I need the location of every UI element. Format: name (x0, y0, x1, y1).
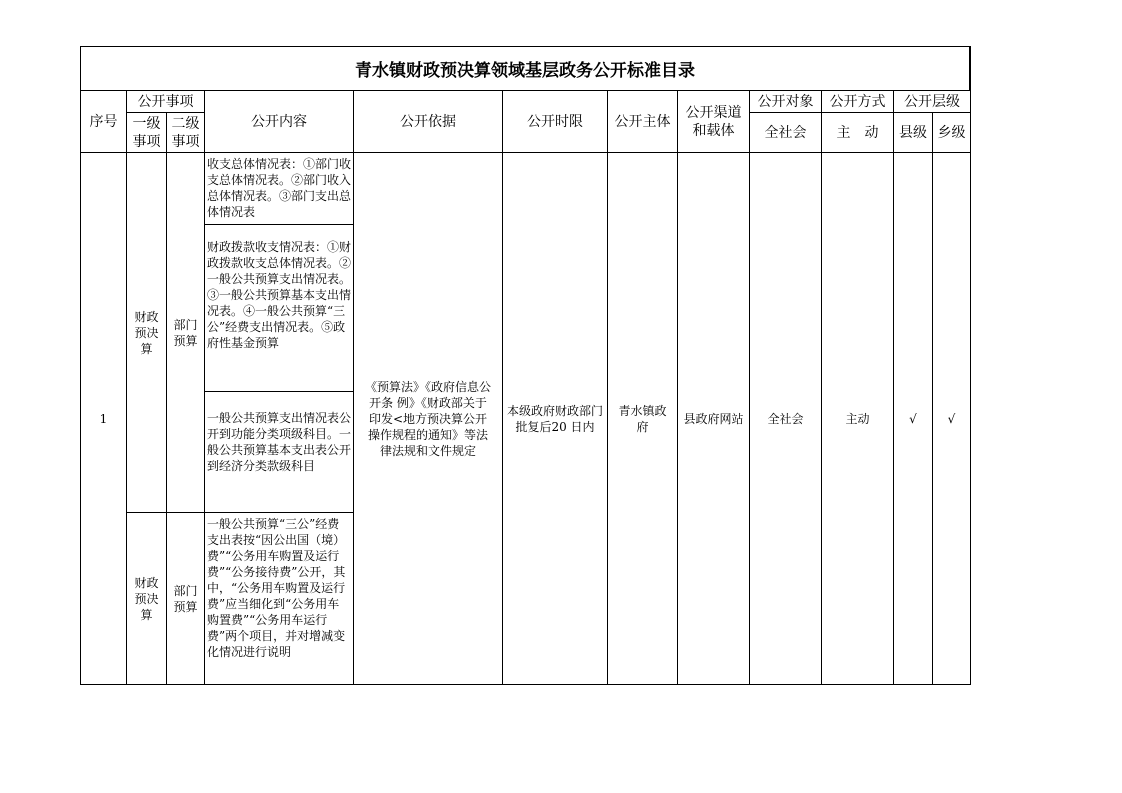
header-item-l2: 二级事项 (167, 113, 205, 153)
header-target: 公开对象 (750, 91, 822, 113)
header-mode-sub: 主 动 (822, 113, 894, 153)
header-content: 公开内容 (205, 91, 354, 153)
group1-level2: 部门预算 (167, 153, 205, 513)
header-basis: 公开依据 (354, 91, 503, 153)
header-mode: 公开方式 (822, 91, 894, 113)
header-level: 公开层级 (894, 91, 970, 113)
header-level-county: 县级 (894, 113, 933, 153)
content-cell-4: 一般公共预算“三公”经费支出表按“因公出国（境）费”“公务用车购置及运行费”“公务接待费”公开，其中，“公务用车购置及运行费”应当细化到“公务用车购置费”“公务用车运行费”两个项目，并对增减变化情况进行说明 (205, 513, 354, 684)
row-seq: 1 (81, 153, 127, 684)
header-subject: 公开主体 (608, 91, 678, 153)
header-level-town: 乡级 (933, 113, 970, 153)
header-item: 公开事项 (127, 91, 205, 113)
group2-level2: 部门预算 (167, 513, 205, 684)
header-channel: 公开渠道和载体 (678, 91, 750, 153)
content-cell-3: 一般公共预算支出情况表公开到功能分类项级科目。一般公共预算基本支出表公开到经济分类款级科目 (205, 392, 354, 513)
time-limit-cell: 本级政府财政部门批复后20 日内 (503, 153, 608, 684)
town-check: √ (947, 411, 956, 426)
header-time-limit: 公开时限 (503, 91, 608, 153)
target-cell: 全社会 (750, 153, 822, 684)
header-seq: 序号 (81, 91, 127, 153)
header-item-l1: 一级事项 (127, 113, 167, 153)
group2-level1: 财政预决算 (127, 513, 167, 684)
mode-cell: 主动 (822, 153, 894, 684)
table-title: 青水镇财政预决算领域基层政务公开标准目录 (81, 47, 970, 91)
county-check: √ (894, 153, 933, 684)
catalog-table (80, 46, 971, 685)
content-cell-2: 财政拨款收支情况表：①财政拨款收支总体情况表。②一般公共预算支出情况表。③一般公共预算基本支出情况表。④一般公共预算“三公”经费支出情况表。⑤政府性基金预算 (205, 225, 354, 392)
basis-cell: 《预算法》《政府信息公开条 例》《财政部关于印发<地方预决算公开操作规程的通知》等法律法规和文件规定 (354, 153, 503, 684)
subject-cell: 青水镇政府 (608, 153, 678, 684)
content-cell-1: 收支总体情况表：①部门收支总体情况表。②部门收入总体情况表。③部门支出总体情况表 (205, 153, 354, 225)
channel-cell: 县政府网站 (678, 153, 750, 684)
header-target-sub: 全社会 (750, 113, 822, 153)
group1-level1: 财政预决算 (127, 153, 167, 513)
